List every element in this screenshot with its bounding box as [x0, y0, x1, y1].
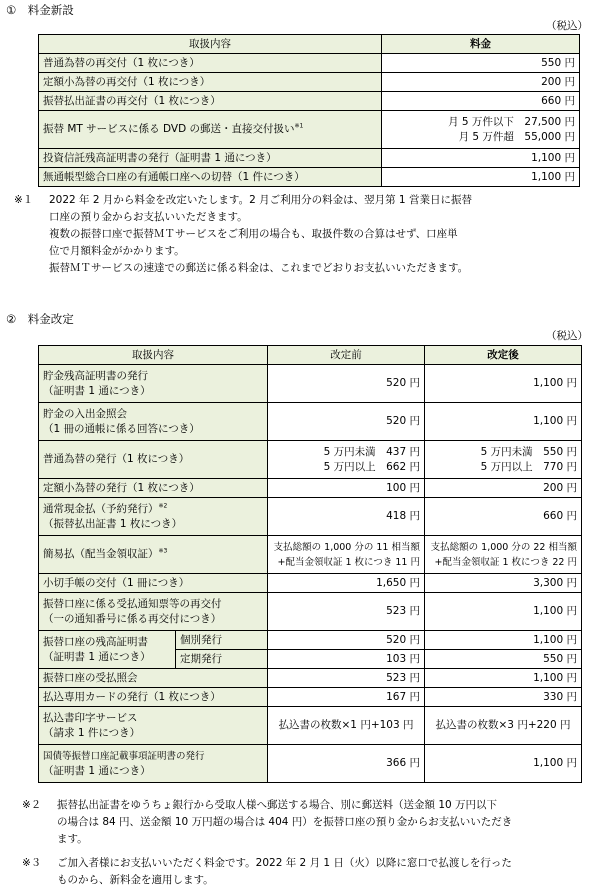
row-before	[268, 441, 425, 479]
note-ref-3: ※3	[158, 547, 168, 555]
table-row	[39, 536, 582, 574]
table-row	[39, 149, 580, 168]
row-fee: 550 円	[382, 54, 580, 73]
table-row	[39, 593, 582, 631]
row-before: 103 円	[268, 650, 425, 669]
row-after	[425, 536, 582, 574]
item-line-1: 国債等振替口座記載事項証明書の発行	[43, 750, 205, 762]
item-line-1: 振替口座の残高証明書	[43, 635, 148, 648]
section2-heading: ② 料金改定	[6, 312, 74, 326]
row-before: 1,650 円	[268, 574, 425, 593]
row-after: 3,300 円	[425, 574, 582, 593]
section1-notes	[14, 192, 472, 277]
note-line: ご加入者様にお支払いいただく料金です。2022 年 2 月 1 日（火）以降に窓口で払渡しを行った	[57, 857, 512, 869]
row-item: 普通為替の再交付（1 枚につき）	[39, 54, 382, 73]
row-before: 520 円	[268, 403, 425, 441]
table-row	[39, 441, 582, 479]
section2-notes	[22, 797, 512, 889]
item-line-1: 貯金の入出金照会	[43, 407, 127, 420]
row-item: 払込専用カードの発行（1 枚につき）	[39, 688, 268, 707]
row-item: 無通帳型総合口座の有通帳口座への切替（1 件につき）	[39, 168, 382, 187]
row-item	[39, 498, 268, 536]
fee-line-2: 月 5 万件超 55,000 円	[458, 130, 575, 143]
note-mark-3: ※３	[22, 857, 42, 869]
note-ref-2: ※2	[158, 502, 168, 509]
row-after: 1,100 円	[425, 403, 582, 441]
before-line-1: 5 万円未満 437 円	[323, 445, 420, 458]
row-before: 366 円	[268, 745, 425, 783]
row-item	[39, 536, 268, 574]
row-fee: 1,100 円	[382, 168, 580, 187]
row-item: 投資信託残高証明書の発行（証明書 1 通につき）	[39, 149, 382, 168]
table-row	[39, 707, 582, 745]
row-item	[39, 593, 268, 631]
table-row	[39, 403, 582, 441]
item-line-2: （請求 1 件につき）	[43, 726, 141, 739]
table-row	[39, 688, 582, 707]
item-line-2: （一の通知番号に係る再交付につき）	[43, 612, 222, 625]
item-line-1: 振替口座に係る受払通知票等の再交付	[43, 597, 222, 610]
row-before: 520 円	[268, 631, 425, 650]
header-before: 改定前	[268, 346, 425, 365]
row-after: 払込書の枚数×3 円+220 円	[425, 707, 582, 745]
row-before: 520 円	[268, 365, 425, 403]
before-line-2: +配当金領収証 1 枚につき 11 円	[277, 556, 420, 568]
item-line-1: 通常現金払（予約発行）	[43, 502, 159, 515]
row-before: 523 円	[268, 669, 425, 688]
item-line-2: （1 冊の通帳に係る回答につき）	[43, 422, 200, 435]
row-after: 330 円	[425, 688, 582, 707]
row-before	[268, 536, 425, 574]
note-line: 振替ＭＴサービスの速達での郵送に係る料金は、これまでどおりお支払いいただきます。	[49, 262, 469, 274]
after-line-2: 5 万円以上 770 円	[480, 460, 577, 473]
note-mark-2: ※２	[22, 799, 42, 811]
revised-fees-table	[38, 345, 582, 783]
row-before: 523 円	[268, 593, 425, 631]
row-item: 振替口座の受払照会	[39, 669, 268, 688]
row-after: 660 円	[425, 498, 582, 536]
row-item: 普通為替の発行（1 枚につき）	[39, 441, 268, 479]
row-after	[425, 441, 582, 479]
row-after: 1,100 円	[425, 593, 582, 631]
after-line-1: 支払総額の 1,000 分の 22 相当額	[430, 541, 577, 553]
item-line-2: （証明書 1 通につき）	[43, 650, 151, 663]
note-line: ものから、新料金を適用します。	[57, 874, 214, 886]
row-item	[39, 745, 268, 783]
table-row	[39, 498, 582, 536]
row-before: 167 円	[268, 688, 425, 707]
item-line-2: （証明書 1 通につき）	[43, 384, 151, 397]
row-item: 定額小為替の発行（1 枚につき）	[39, 479, 268, 498]
row-before: 払込書の枚数×1 円+103 円	[268, 707, 425, 745]
row-subitem: 個別発行	[176, 631, 268, 650]
table-row	[39, 669, 582, 688]
after-line-1: 5 万円未満 550 円	[480, 445, 577, 458]
new-fees-table	[38, 34, 580, 187]
table-header-row	[39, 35, 580, 54]
table-row	[39, 54, 580, 73]
row-after: 1,100 円	[425, 631, 582, 650]
before-line-1: 支払総額の 1,000 分の 11 相当額	[273, 541, 420, 553]
row-before: 418 円	[268, 498, 425, 536]
note-mark-1: ※１	[14, 194, 34, 206]
section1-heading: ① 料金新設	[6, 3, 74, 17]
table-row	[39, 574, 582, 593]
table-row	[39, 631, 582, 650]
table-row	[39, 111, 580, 149]
row-item	[39, 403, 268, 441]
note-line: の場合は 84 円、送金額 10 万円超の場合は 404 円）を振替口座の預り金からお支払いいただき	[57, 816, 513, 828]
row-subitem: 定期発行	[176, 650, 268, 669]
item-line-1: 貯金残高証明書の発行	[43, 369, 148, 382]
section1-tax-note: （税込）	[546, 20, 588, 32]
note-line: 位で月額料金がかかります。	[49, 245, 185, 257]
header-after: 改定後	[425, 346, 582, 365]
note-ref-1: ※1	[294, 122, 304, 130]
row-item: 小切手帳の交付（1 冊につき）	[39, 574, 268, 593]
row-after: 550 円	[425, 650, 582, 669]
note-line: ます。	[57, 833, 88, 845]
table-row	[39, 168, 580, 187]
table-row	[39, 479, 582, 498]
section2-tax-note: （税込）	[546, 330, 588, 342]
header-fee: 料金	[382, 35, 580, 54]
row-after: 1,100 円	[425, 365, 582, 403]
before-line-2: 5 万円以上 662 円	[323, 460, 420, 473]
row-fee: 200 円	[382, 73, 580, 92]
row-item	[39, 365, 268, 403]
item-line-2: （振替払出証書 1 枚につき）	[43, 517, 183, 530]
header-item: 取扱内容	[39, 346, 268, 365]
fee-line-1: 月 5 万件以下 27,500 円	[448, 115, 575, 128]
row-after: 200 円	[425, 479, 582, 498]
row-item: 振替払出証書の再交付（1 枚につき）	[39, 92, 382, 111]
table-row	[39, 745, 582, 783]
item-line-1: 払込書印字サービス	[43, 711, 138, 724]
table-row	[39, 365, 582, 403]
row-item-text: 振替 MT サービスに係る DVD の郵送・直接交付扱い	[43, 123, 295, 135]
table-header-row	[39, 346, 582, 365]
row-item	[39, 631, 176, 669]
row-after: 1,100 円	[425, 669, 582, 688]
item-line-2: （証明書 1 通につき）	[43, 764, 151, 777]
after-line-2: +配当金領収証 1 枚につき 22 円	[434, 556, 577, 568]
item-line-1: 簡易払（配当金領収証）	[43, 548, 159, 560]
row-before: 100 円	[268, 479, 425, 498]
note-line: 口座の預り金からお支払いいただきます。	[49, 211, 248, 223]
row-item: 定額小為替の再交付（1 枚につき）	[39, 73, 382, 92]
note-line: 2022 年 2 月から料金を改定いたします。2 月ご利用分の料金は、翌月第 1 営業日に振替	[49, 194, 472, 206]
note-line: 振替払出証書をゆうちょ銀行から受取人様へ郵送する場合、別に郵送料（送金額 10 万円以下	[57, 799, 498, 811]
table-row	[39, 73, 580, 92]
note-line: 複数の振替口座で振替ＭＴサービスをご利用の場合も、取扱件数の合算はせず、口座単	[49, 228, 458, 240]
row-fee	[382, 111, 580, 149]
row-fee: 660 円	[382, 92, 580, 111]
row-item	[39, 111, 382, 149]
row-item	[39, 707, 268, 745]
header-item: 取扱内容	[39, 35, 382, 54]
row-fee: 1,100 円	[382, 149, 580, 168]
table-row	[39, 92, 580, 111]
row-after: 1,100 円	[425, 745, 582, 783]
